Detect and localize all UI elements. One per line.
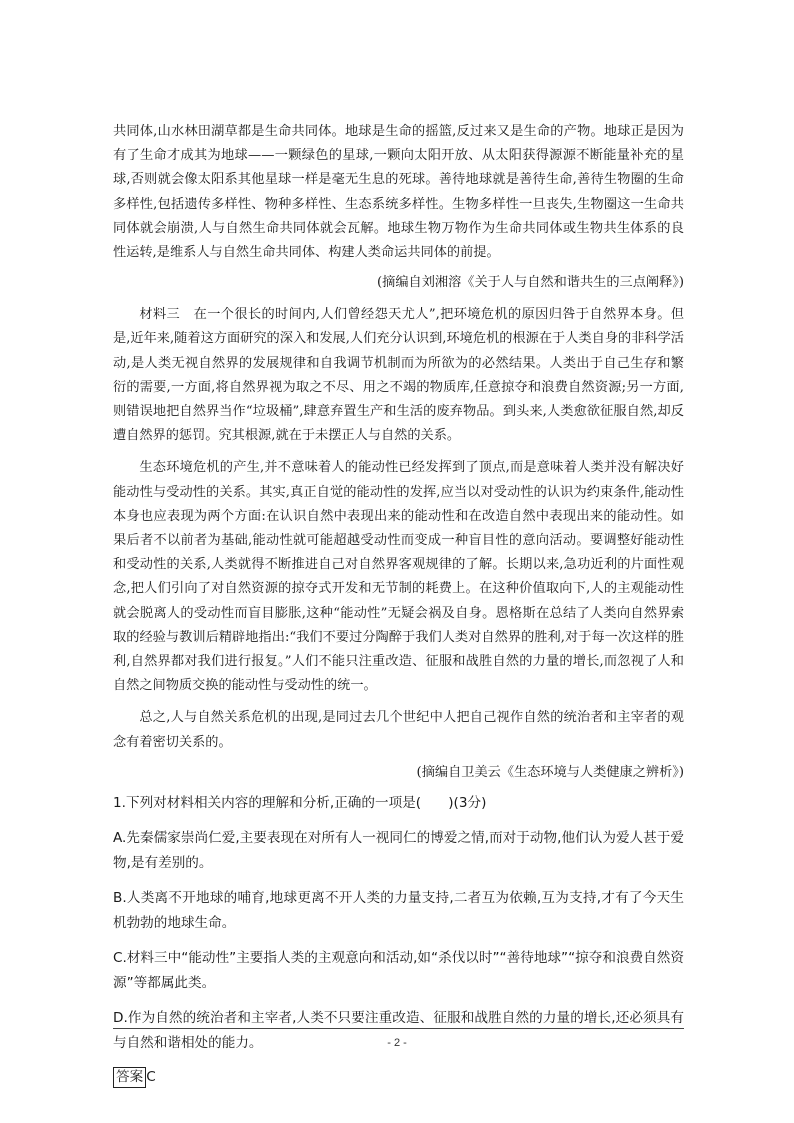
answer-row: [113, 1066, 684, 1088]
paragraph-material-two-end: 共同体,山水林田湖草都是生命共同体。地球是生命的摇篮,反过来又是生命的产物。地球正是因为有了生命才成其为地球——一颗绿色的星球,一颗向太阳开放、从太阳获得源源不断能量补充的星球,否则就会像太阳系其他星球一样是毫无生息的死球。善待地球就是善待生命,善待生物圈的生命多样性,包括遗传多样性、物种多样性、生态系统多样性。生物多样性一旦丧失,生物圈这一生命共同体就会崩溃,人与自然生命共同体就会瓦解。地球生物万物作为生命共同体或生物共生体系的良性运转,是维系人与自然生命共同体、构建人类命运共同体的前提。: [113, 124, 684, 261]
source-citation-1: (摘编自刘湘溶《关于人与自然和谐共生的三点阐释》): [376, 275, 684, 291]
option-b: B.人类离不开地球的哺育,地球更离不开人类的力量支持,二者互为依赖,互为支持,才有了今天生机勃勃的地球生命。: [113, 889, 684, 931]
paragraph-material-three: 材料三 在一个很长的时间内,人们曾经怨天尤人”,把环境危机的原因归咎于自然界本身。但是,近年来,随着这方面研究的深入和发展,人们充分认识到,环境危机的根源在于人类自身的非科学活动,是人类无视自然界的发展规律和自我调节机制而为所欲为的必然结果。人类出于自己生存和繁衍的需要,一方面,将自然界视为取之不尽、用之不竭的物质库,任意掠夺和浪费自然资源;另一方面,则错误地把自然界当作“垃圾桶”,肆意弃置生产和生活的废弃物品。到头来,人类愈欲征服自然,却反遭自然界的惩罚。究其根源,就在于未摆正人与自然的关系。: [113, 307, 684, 444]
paragraph-conclusion: 总之,人与自然关系危机的出现,是同过去几个世纪中人把自己视作自然的统治者和主宰者的观念有着密切关系的。: [113, 710, 684, 750]
answer-value: C: [146, 1068, 156, 1085]
question-stem: 1.下列对材料相关内容的理解和分析,正确的一项是( )(3分): [113, 794, 487, 811]
option-a: A.先秦儒家崇尚仁爱,主要表现在对所有人一视同仁的博爱之情,而对于动物,他们认为爱人甚于爱物,是有差别的。: [113, 829, 684, 871]
answer-label: 答案: [113, 1067, 146, 1088]
paragraph-ecological-crisis: 生态环境危机的产生,并不意味着人的能动性已经发挥到了顶点,而是意味着人类并没有解决好能动性与受动性的关系。其实,真正自觉的能动性的发挥,应当以对受动性的认识为约束条件,能动性本身也应表现为两个方面:在认识自然中表现出来的能动性和在改造自然中表现出来的能动性。如果后者不以前者为基础,能动性就可能超越受动性而变成一种盲目性的意向活动。要调整好能动性和受动性的关系,人类就得不断推进自己对自然界客观规律的了解。长期以来,急功近利的片面性观念,把人们引向了对自然资源的掠夺式开发和无节制的耗费上。在这种价值取向下,人的主观能动性就会脱离人的受动性而盲目膨胀,这种“能动性”无疑会祸及自身。恩格斯在总结了人类向自然界索取的经验与教训后精辟地指出:“我们不要过分陶醉于我们人类对自然界的胜利,对于每一次这样的胜利,自然界都对我们进行报复。”人们不能只注重改造、征服和战胜自然的力量的增长,而忽视了人和自然之间物质交换的能动性与受动性的统一。: [113, 460, 684, 694]
footer-divider: [113, 1028, 684, 1029]
option-d: D.作为自然的统治者和主宰者,人类不只要注重改造、征服和战胜自然的力量的增长,还必须具有与自然和谐相处的能力。: [113, 1009, 684, 1051]
page-number: - 2 -: [387, 1037, 407, 1049]
option-c: C.材料三中“能动性”主要指人类的主观意向和活动,如“杀伐以时”“善待地球”“掠夺和浪费自然资源”等都属此类。: [113, 949, 684, 991]
document-body: [113, 120, 684, 1088]
source-citation-2: (摘编自卫美云《生态环境与人类健康之辨析》): [416, 764, 684, 780]
